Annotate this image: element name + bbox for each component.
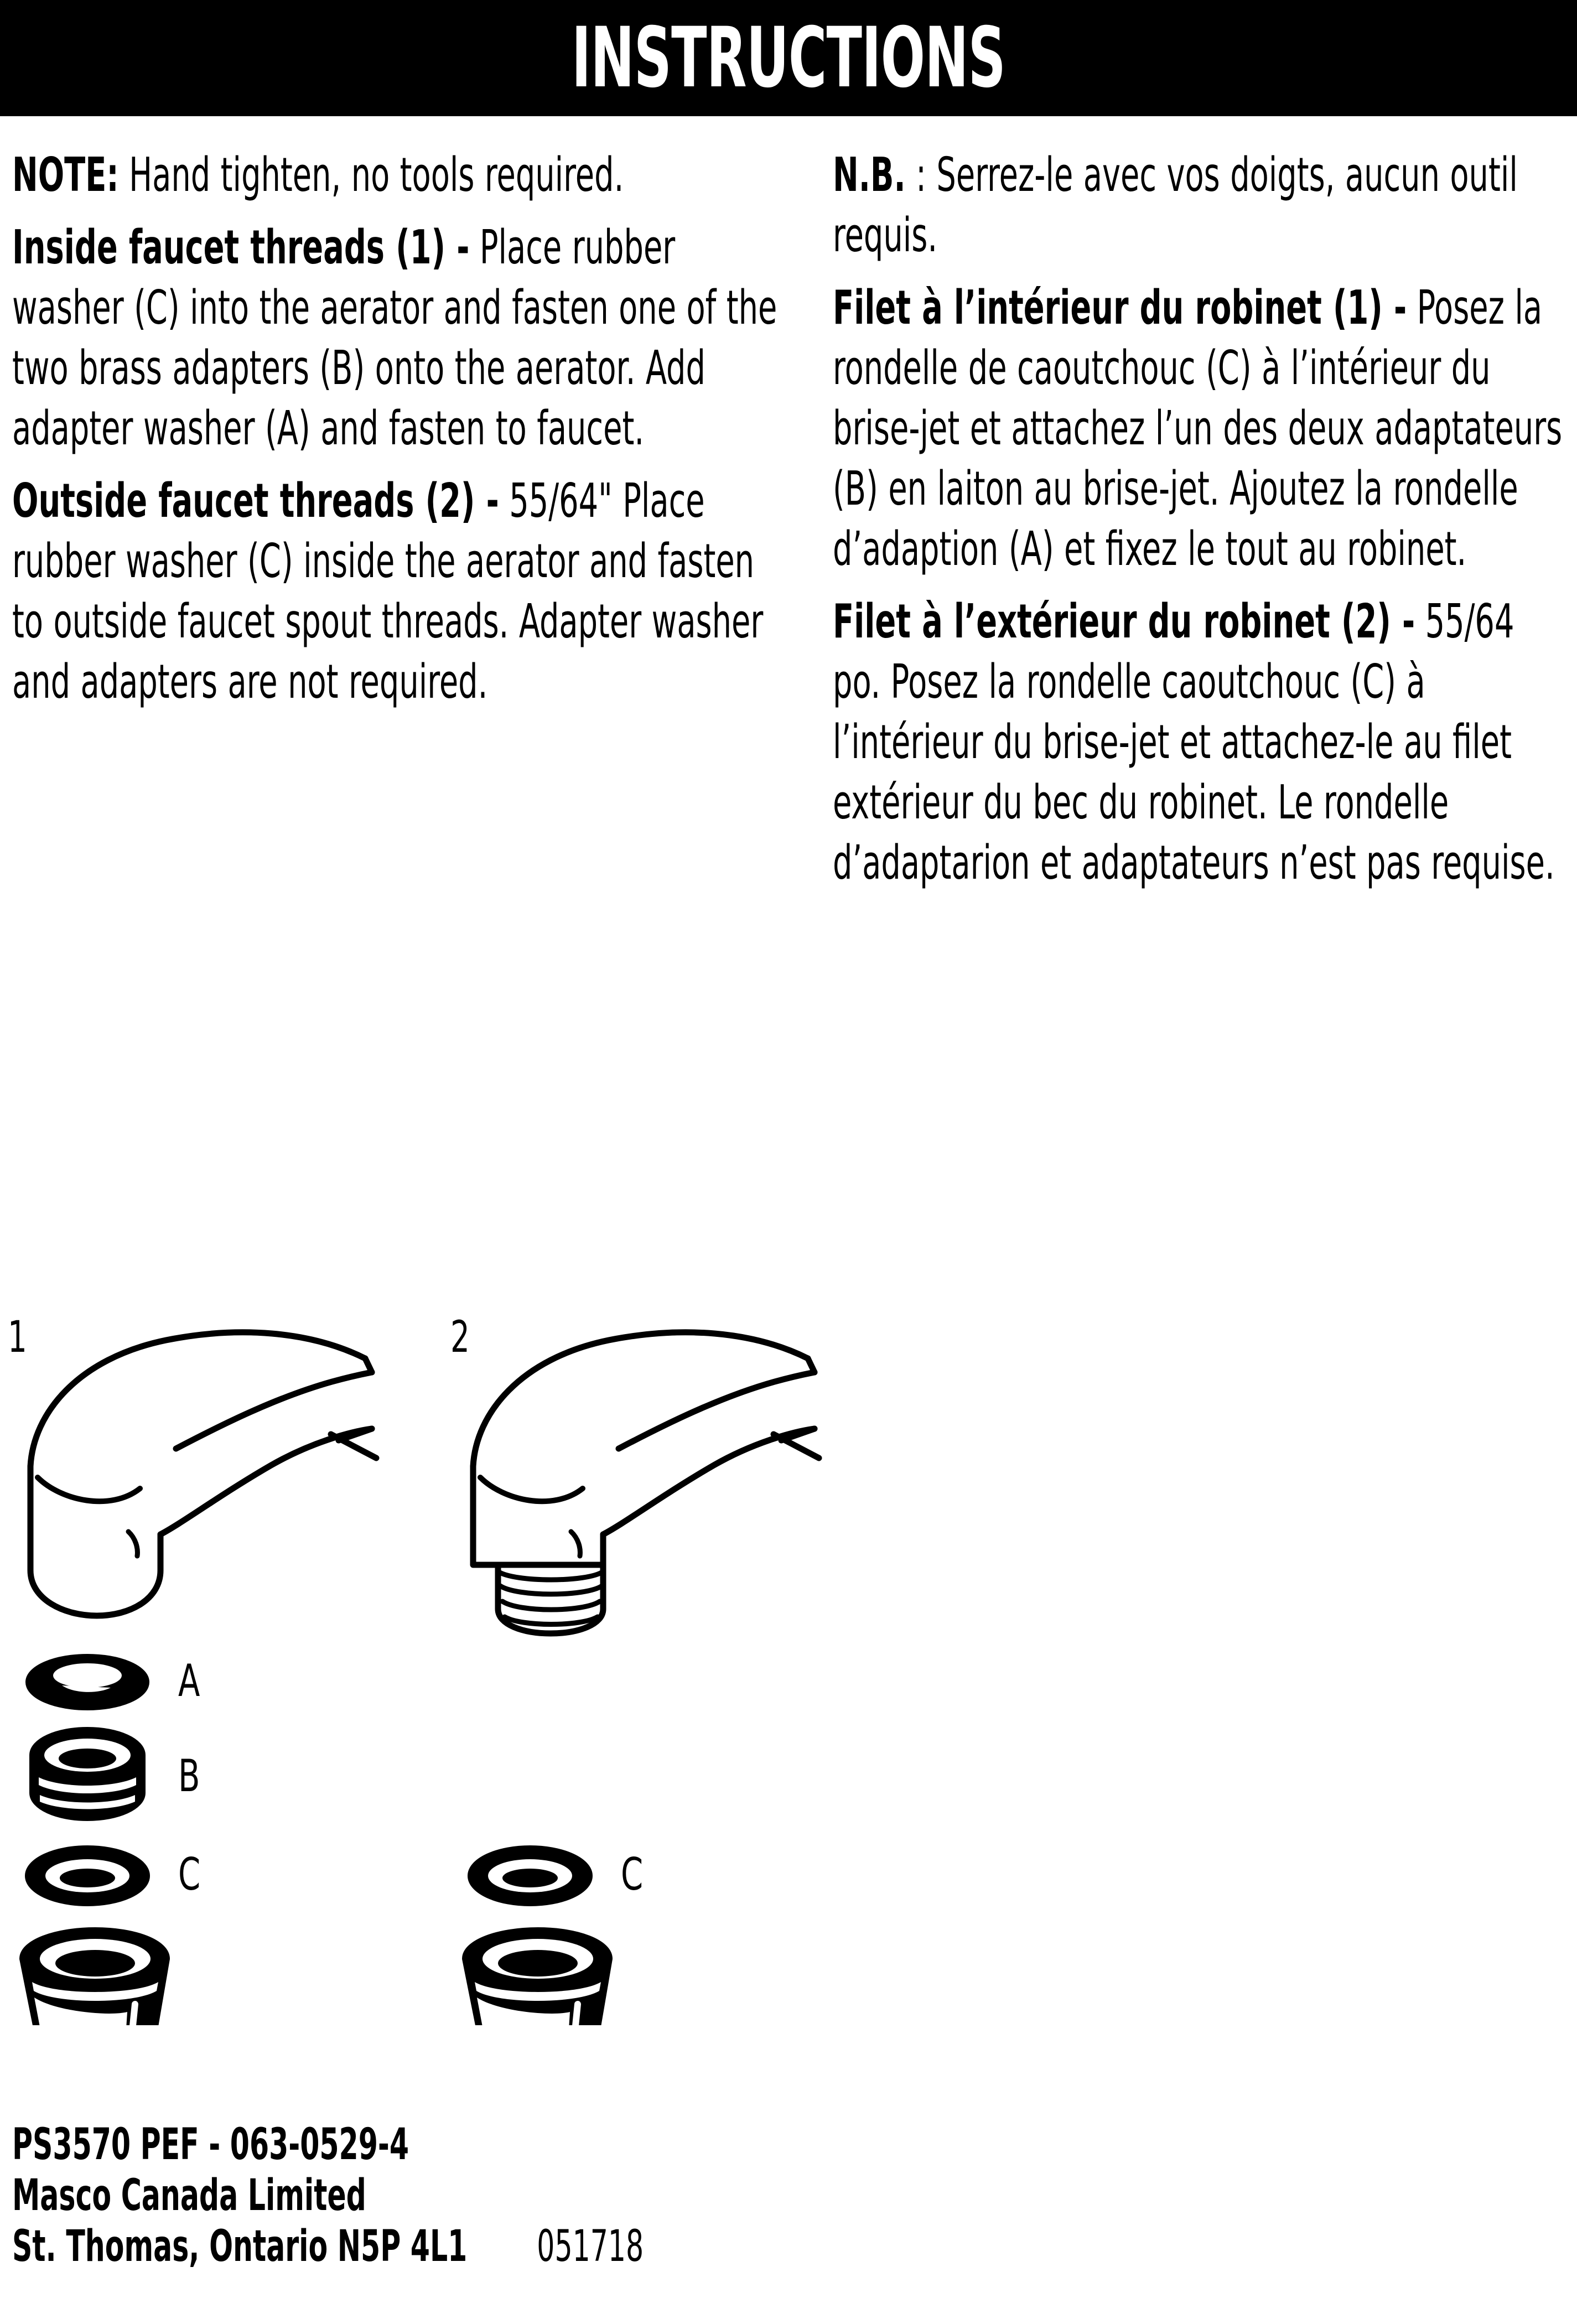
faucet-spout-2-illustration — [473, 1332, 819, 1633]
header-banner — [0, 0, 1577, 116]
part-label-a: A — [178, 1655, 200, 1706]
french-inside-lead: Filet à l’intérieur du robinet (1) - — [833, 281, 1407, 335]
part-label-b: B — [178, 1750, 200, 1802]
part-c-rubber-washer-1-illustration — [28, 1848, 147, 1903]
aerator-body-1-illustration — [22, 1930, 167, 2025]
french-instructions-column — [833, 145, 1569, 893]
footer — [12, 2119, 1340, 2272]
french-paragraph-inside-threads — [833, 278, 1569, 579]
english-inside-lead: Inside faucet threads (1) - — [12, 220, 470, 275]
french-outside-body: 55/64 po. Posez la rondelle caoutchouc (C) à l’intérieur du brise-jet et attachez-le au filet extérieur du bec du robinet. Le rondelle d’adaptarion et adaptateurs n’est pas requise. — [833, 594, 1555, 890]
english-note-body: Hand tighten, no tools required. — [118, 148, 624, 203]
french-note-body: : Serrez-le avec vos doigts, aucun outil requis. — [833, 148, 1518, 263]
assembly-diagram — [0, 1306, 1051, 2025]
english-outside-lead: Outside faucet threads (2) - — [12, 474, 499, 528]
part-label-c-1: C — [178, 1849, 201, 1900]
english-instructions-column — [12, 145, 787, 712]
assembly-diagram-svg — [0, 1306, 1051, 2025]
part-a-adapter-washer-illustration — [28, 1657, 147, 1708]
footer-date-code: 051718 — [537, 2222, 644, 2271]
english-note-lead: NOTE: — [12, 148, 119, 203]
male-thread-spigot — [498, 1565, 603, 1633]
footer-model-number: PS3570 PEF - 063-0529-4 — [12, 2120, 409, 2170]
french-paragraph-outside-threads — [833, 592, 1569, 893]
english-inside-body: Place rubber washer (C) into the aerator and fasten one of the two brass adapters (B) onto the aerator. Add adapter washer (A) and fasten to faucet. — [12, 220, 777, 456]
aerator-body-2-illustration — [465, 1930, 610, 2025]
footer-company-name: Masco Canada Limited — [12, 2171, 366, 2221]
part-b-brass-adapter-illustration — [32, 1730, 143, 1818]
part-label-c-2: C — [621, 1849, 644, 1900]
step-number-2: 2 — [450, 1313, 470, 1362]
french-inside-body: Posez la rondelle de caoutchouc (C) à l’intérieur du brise-jet et attachez l’un des deux adaptateurs (B) en laiton au brise-jet. Ajoutez la rondelle d’adaption (A) et fixez le tout au robinet. — [833, 281, 1563, 577]
english-paragraph-note — [12, 145, 787, 205]
page-title: INSTRUCTIONS — [572, 10, 1005, 106]
english-paragraph-inside-threads — [12, 217, 787, 459]
english-paragraph-outside-threads — [12, 471, 787, 712]
faucet-spout-1-illustration — [30, 1332, 376, 1616]
french-note-lead: N.B. — [833, 148, 906, 203]
part-c-rubber-washer-2-illustration — [470, 1848, 590, 1903]
french-paragraph-note — [833, 145, 1569, 266]
instructions-columns — [0, 145, 1577, 1252]
step-number-1: 1 — [8, 1313, 27, 1362]
footer-address-row — [12, 2221, 1341, 2272]
footer-address: St. Thomas, Ontario N5P 4L1 — [12, 2222, 468, 2271]
french-outside-lead: Filet à l’extérieur du robinet (2) - — [833, 594, 1415, 649]
english-outside-body: 55/64" Place rubber washer (C) inside the aerator and fasten to outside faucet spout threads. Adapter washer and adapters are not required. — [12, 474, 764, 709]
